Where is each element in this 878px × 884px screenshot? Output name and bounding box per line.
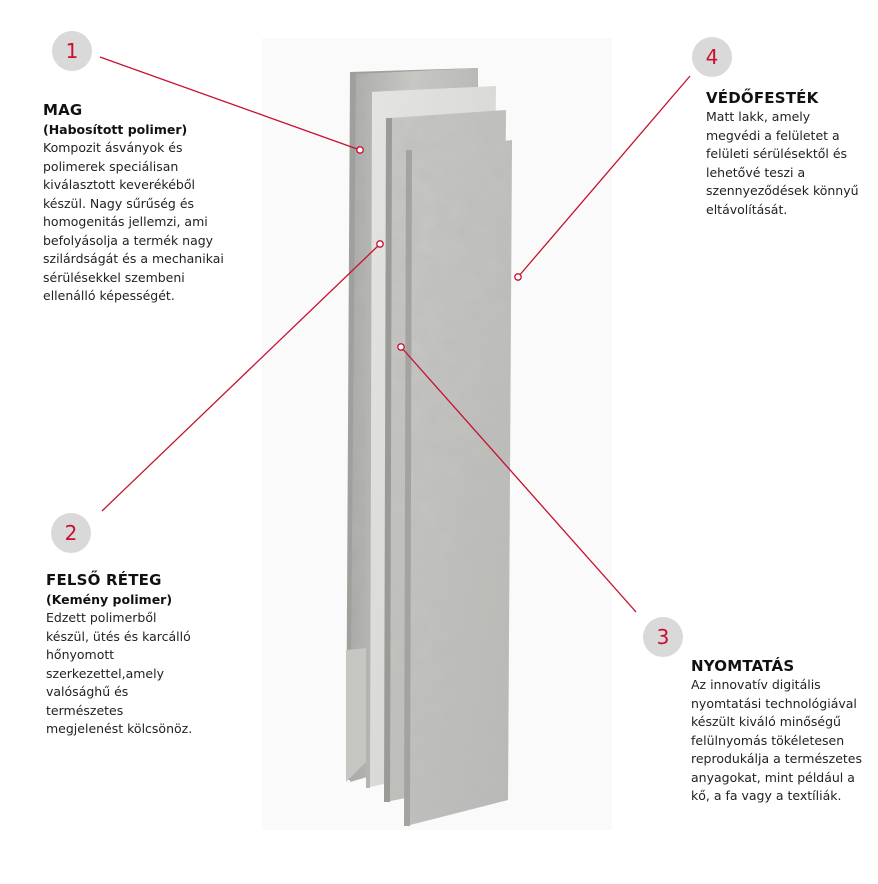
callout-top-layer-subtitle: (Kemény polimer) — [46, 592, 173, 607]
badge-1-number: 1 — [65, 39, 79, 63]
badge-4 — [692, 37, 732, 77]
leader-dot-3 — [398, 344, 404, 350]
callout-core-subtitle: (Habosított polimer) — [43, 122, 188, 137]
callout-varnish-title: VÉDŐFESTÉK — [706, 89, 819, 107]
badge-2 — [51, 513, 91, 553]
callout-top-layer-title: FELSŐ RÉTEG — [46, 571, 162, 589]
callout-print-body: Az innovatív digitális nyomtatási technológiával készült kiváló minőségű felülnyomás tökéletesen reprodukálja a természetes anyagokat, mint például a kő, a fa vagy a textíliák. — [691, 677, 862, 803]
callout-core — [43, 100, 273, 306]
badge-4-number: 4 — [705, 45, 719, 69]
callout-print — [691, 656, 876, 806]
badge-1 — [52, 31, 92, 71]
leader-dot-2 — [377, 241, 383, 247]
callout-varnish-body: Matt lakk, amely megvédi a felületet a felületi sérülésektől és lehetővé teszi a szennyeződések könnyű eltávolítását. — [706, 109, 859, 217]
leader-dot-1 — [357, 147, 363, 153]
callout-core-body: Kompozit ásványok és polimerek speciálisan kiválasztott keverékéből készül. Nagy sűrűség és homogenitás jellemzi, ami befolyásolja a termék nagy szilárdságát és a mechanikai sérülésekkel szembeni ellenálló képességét. — [43, 140, 224, 303]
badge-3 — [643, 617, 683, 657]
callout-top-layer — [46, 570, 246, 739]
leader-dot-4 — [515, 274, 521, 280]
badge-2-number: 2 — [64, 521, 78, 545]
callout-core-title: MAG — [43, 101, 83, 119]
varnish-layer — [404, 140, 512, 826]
callout-varnish — [706, 88, 876, 219]
callout-top-layer-body: Edzett polimerből készül, ütés és karcálló hőnyomott szerkezettel,amely valósághű és természetes megjelenést kölcsönöz. — [46, 610, 193, 736]
callout-print-title: NYOMTATÁS — [691, 657, 795, 675]
badge-3-number: 3 — [656, 625, 670, 649]
